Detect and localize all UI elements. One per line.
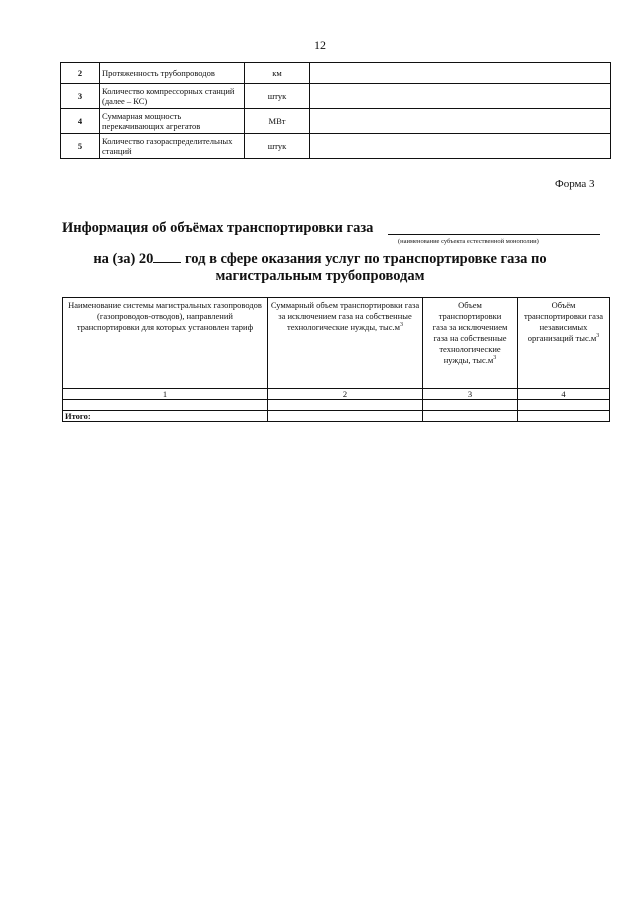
table-row [61,134,611,159]
row-number: 3 [61,84,100,109]
row-number: 2 [61,63,100,84]
table-cell [268,400,423,411]
row-name: Количество компрессорных станций (далее – КС) [100,84,245,109]
table-cell [518,411,610,422]
column-number: 3 [423,389,518,400]
table-row [63,400,610,411]
row-number: 5 [61,134,100,159]
header-row [63,298,610,389]
table-cell [423,400,518,411]
header-cell: Наименование системы магистральных газопроводов (газопроводов-отводов), направлений транспортировки для которых установлен тариф [63,298,268,389]
table-row [61,63,611,84]
row-unit: км [245,63,310,84]
column-number: 2 [268,389,423,400]
title-line3: магистральным трубопроводам [215,268,425,284]
column-number-row [63,389,610,400]
row-name: Протяженность трубопроводов [100,63,245,84]
table-cell [518,400,610,411]
table-row [61,109,611,134]
row-number: 4 [61,109,100,134]
header-cell: Объём транспортировки газа независимых организаций $тыс.м^3$ [518,298,610,389]
title-period-suffix: год в сфере оказания услуг по транспортировке газа по [181,251,547,267]
row-value [310,84,611,109]
total-row [63,411,610,422]
row-unit: МВт [245,109,310,134]
column-number: 4 [518,389,610,400]
table-cell [423,411,518,422]
header-cell: Суммарный объем транспортировки газа за исключением газа на собственные технологические нужды, $тыс.м^3$ [268,298,423,389]
row-value [310,134,611,159]
page-number: 12 [314,38,326,52]
year-blank [153,250,181,263]
entity-name-caption: (наименование субъекта естественной монополии) [398,238,539,245]
row-value [310,109,611,134]
row-name: Суммарная мощность перекачивающих агрегатов [100,109,245,134]
row-name: Количество газораспределительных станций [100,134,245,159]
total-label: Итого: [63,411,268,422]
form-label: Форма 3 [555,178,595,190]
title-period [0,250,640,285]
title-period-prefix: на (за) 20 [93,251,154,267]
row-unit: штук [245,84,310,109]
row-unit: штук [245,134,310,159]
table-cell [268,411,423,422]
table-cell [63,400,268,411]
transport-volumes-table [62,297,610,422]
infrastructure-table [60,62,611,159]
row-value [310,63,611,84]
column-number: 1 [63,389,268,400]
page-title: Информация об объёмах транспортировки газа [62,220,374,236]
entity-name-line [388,234,600,235]
header-cell: Объем транспортировки газа за исключением газа на собственные технологические нужды, $тыс.м^3$ [423,298,518,389]
table-row [61,84,611,109]
